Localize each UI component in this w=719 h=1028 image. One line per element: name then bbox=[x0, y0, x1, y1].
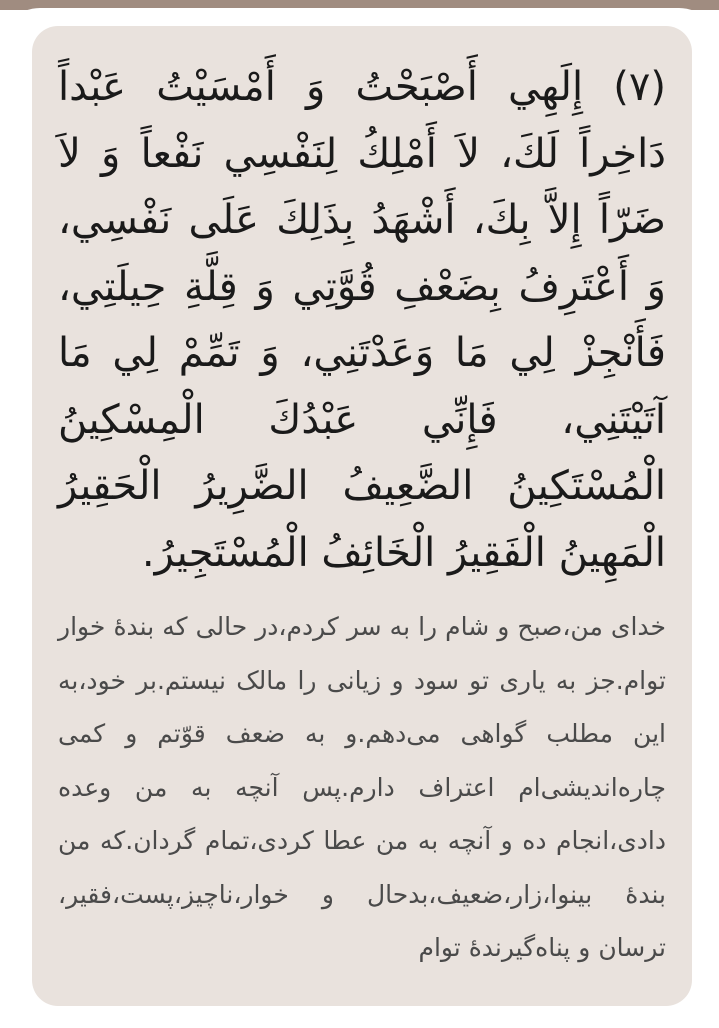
arabic-prayer-text: (٧) إِلَهِي أَصْبَحْتُ وَ أَمْسَيْتُ عَبْداً دَاخِراً لَكَ، لاَ أَمْلِكُ لِنَفْسِي نَفْعاً وَ لاَ ضَرّاً إِلاَّ بِكَ، أَشْهَدُ بِذَلِكَ عَلَى نَفْسِي، وَ أَعْتَرِفُ بِضَعْفِ قُوَّتِي وَ قِلَّةِ حِيلَتِي، فَأَنْجِزْ لِي مَا وَعَدْتَنِي، وَ تَمِّمْ لِي مَا آتَيْتَنِي، فَإِنِّي عَبْدُكَ الْمِسْكِينُ الْمُسْتَكِينُ الضَّعِيفُ الضَّرِيرُ الْحَقِيرُ الْمَهِينُ الْفَقِيرُ الْخَائِفُ الْمُسْتَجِيرُ. bbox=[58, 64, 666, 576]
prayer-card bbox=[32, 26, 692, 1006]
persian-translation-text: خدای من،صبح و شام را به سر کردم،در حالی که بندهٔ خوار توام.جز به یاری تو سود و زیانی را مالک نیستم.بر خود،به این مطلب گواهی می‌دهم.و به ضعف قوّتم و کمی چاره‌اندیشی‌ام اعتراف دارم.پس آنچه به من وعده دادی،انجام ده و آنچه به من عطا کردی،تمام گردان.که من بندهٔ بینوا،زار،ضعیف،بدحال و خوار،ناچیز،پست،فقیر، ترسان و پناه‌گیرندهٔ توام bbox=[58, 612, 666, 962]
